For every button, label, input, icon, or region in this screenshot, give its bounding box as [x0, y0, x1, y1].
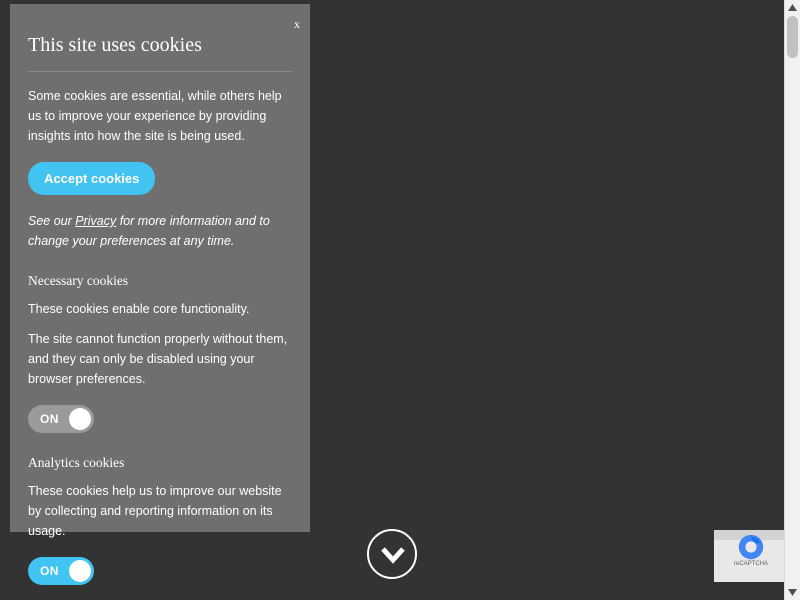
accept-cookies-button[interactable]: Accept cookies [28, 162, 155, 195]
privacy-note-suffix: for more information and to change your preferences at any time. [28, 214, 270, 248]
recaptcha-icon [736, 532, 766, 562]
scroll-down-button[interactable] [367, 529, 417, 579]
toggle-knob-icon [69, 408, 91, 430]
close-icon[interactable]: x [294, 17, 300, 31]
section-title-necessary: Necessary cookies [28, 273, 129, 288]
toggle-analytics-cookies[interactable] [28, 557, 94, 585]
privacy-note [28, 211, 292, 251]
privacy-link[interactable]: Privacy [75, 214, 117, 228]
privacy-note-prefix: See our [28, 214, 76, 228]
scroll-up-arrow-icon[interactable] [785, 0, 800, 15]
scrollbar[interactable] [784, 0, 800, 600]
section-text-necessary-1: These cookies enable core functionality. [28, 302, 250, 316]
banner-intro-text: Some cookies are essential, while others help us to improve your experience by providing insights into how the site is being used. [28, 89, 282, 143]
toggle-necessary-cookies[interactable] [28, 405, 94, 433]
toggle-necessary-label: ON [40, 412, 59, 426]
section-text-necessary-2: The site cannot function properly without them, and they can only be disabled using your browser preferences. [28, 332, 288, 386]
page-title: This site uses cookies [28, 34, 292, 72]
section-title-analytics: Analytics cookies [28, 455, 125, 470]
section-text-analytics-1: These cookies help us to improve our website by collecting and reporting information on its usage. [28, 484, 282, 538]
toggle-knob-icon [69, 560, 91, 582]
recaptcha-label: reCAPTCHA [733, 561, 768, 567]
scroll-down-arrow-icon[interactable] [785, 585, 800, 600]
toggle-analytics-label: ON [40, 564, 59, 578]
recaptcha-badge[interactable] [714, 530, 788, 582]
chevron-down-icon [380, 543, 406, 567]
scrollbar-thumb[interactable] [787, 16, 798, 58]
cookie-consent-banner [10, 4, 310, 578]
